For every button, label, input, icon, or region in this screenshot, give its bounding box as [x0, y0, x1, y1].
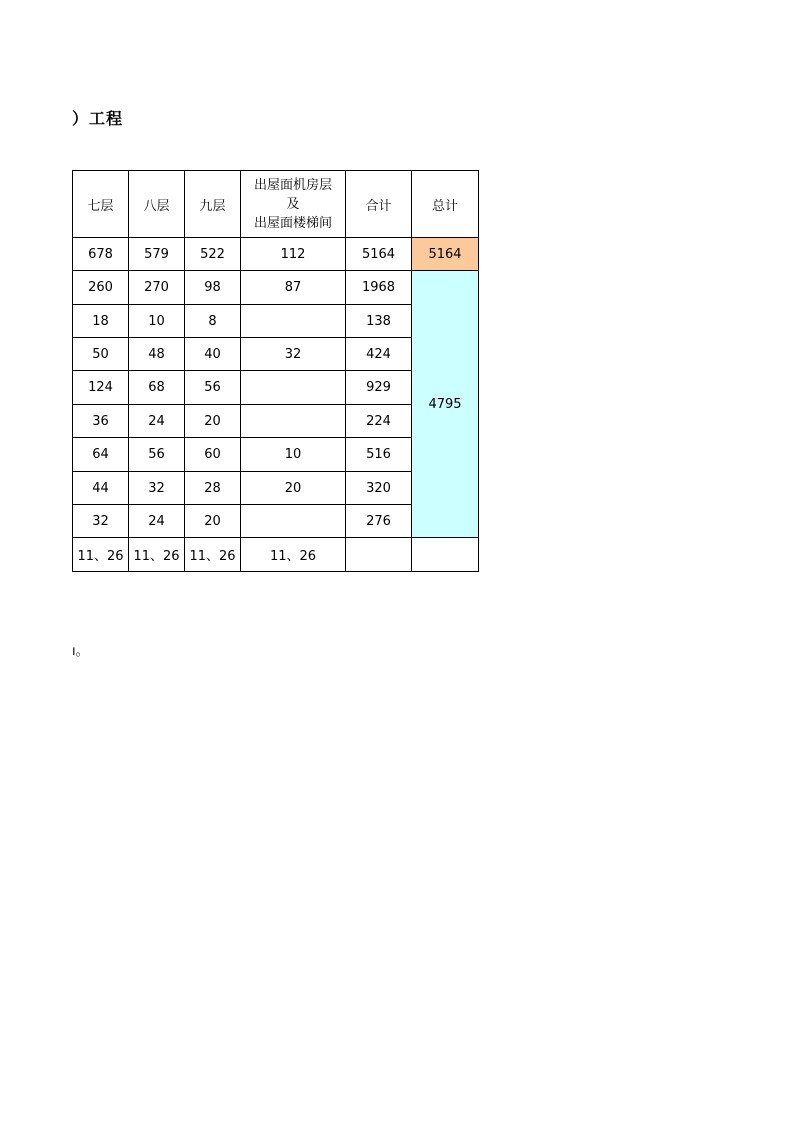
table-row [73, 538, 479, 572]
header-floor-8: 八层 [129, 171, 185, 238]
cell-floor-9: 28 [185, 472, 241, 505]
header-roof-machine-room [241, 171, 346, 238]
cell-floor-9: 40 [185, 338, 241, 371]
cell-floor-9: 98 [185, 271, 241, 305]
cell-floor-7: 124 [73, 371, 129, 405]
page-title: ）工程 [72, 109, 124, 128]
cell-floor-9: 20 [185, 505, 241, 538]
cell-floor-7: 44 [73, 472, 129, 505]
header-roof-line-2: 及 [286, 196, 300, 212]
cell-roof: 10 [241, 438, 346, 472]
cell-floor-9: 8 [185, 305, 241, 338]
cell-floor-8: 56 [129, 438, 185, 472]
cell-floor-9: 56 [185, 371, 241, 405]
cell-floor-7: 678 [73, 238, 129, 271]
cell-subtotal: 320 [346, 472, 412, 505]
cell-floor-9: 522 [185, 238, 241, 271]
header-subtotal: 合计 [346, 171, 412, 238]
cell-floor-8: 48 [129, 338, 185, 371]
table-top-rule [72, 170, 346, 171]
cell-roof [241, 305, 346, 338]
cell-subtotal [346, 538, 412, 572]
cell-floor-8: 11、26 [129, 538, 185, 572]
header-row [73, 171, 479, 238]
cell-floor-7: 64 [73, 438, 129, 472]
cell-roof: 20 [241, 472, 346, 505]
cell-roof: 87 [241, 271, 346, 305]
cell-floor-7: 50 [73, 338, 129, 371]
cell-grand-total-top: 5164 [412, 238, 479, 271]
table-row [73, 271, 479, 305]
cell-roof [241, 371, 346, 405]
cell-subtotal: 1968 [346, 271, 412, 305]
cell-floor-7: 260 [73, 271, 129, 305]
header-grand-total: 总计 [412, 171, 479, 238]
cell-floor-8: 32 [129, 472, 185, 505]
cell-floor-8: 24 [129, 405, 185, 438]
cell-floor-9: 11、26 [185, 538, 241, 572]
header-roof-line-3: 出屋面楼梯间 [253, 215, 332, 231]
header-roof-line-1: 出屋面机房层 [253, 177, 332, 193]
header-floor-7: 七层 [73, 171, 129, 238]
header-floor-9: 九层 [185, 171, 241, 238]
cell-floor-8: 579 [129, 238, 185, 271]
quantity-table [72, 170, 479, 572]
footnote: ı。 [72, 644, 89, 659]
cell-subtotal: 276 [346, 505, 412, 538]
cell-subtotal: 224 [346, 405, 412, 438]
cell-floor-8: 24 [129, 505, 185, 538]
cell-roof: 112 [241, 238, 346, 271]
cell-floor-8: 270 [129, 271, 185, 305]
cell-roof [241, 505, 346, 538]
cell-roof: 11、26 [241, 538, 346, 572]
cell-floor-7: 32 [73, 505, 129, 538]
table-row [73, 238, 479, 271]
cell-subtotal: 5164 [346, 238, 412, 271]
cell-roof: 32 [241, 338, 346, 371]
cell-floor-8: 68 [129, 371, 185, 405]
cell-subtotal: 138 [346, 305, 412, 338]
cell-floor-8: 10 [129, 305, 185, 338]
cell-grand-total-merged: 4795 [412, 271, 479, 538]
cell-subtotal: 424 [346, 338, 412, 371]
cell-subtotal: 516 [346, 438, 412, 472]
cell-grand-total-last [412, 538, 479, 572]
cell-floor-9: 20 [185, 405, 241, 438]
cell-floor-7: 11、26 [73, 538, 129, 572]
cell-subtotal: 929 [346, 371, 412, 405]
cell-floor-7: 18 [73, 305, 129, 338]
cell-floor-7: 36 [73, 405, 129, 438]
cell-roof [241, 405, 346, 438]
cell-floor-9: 60 [185, 438, 241, 472]
